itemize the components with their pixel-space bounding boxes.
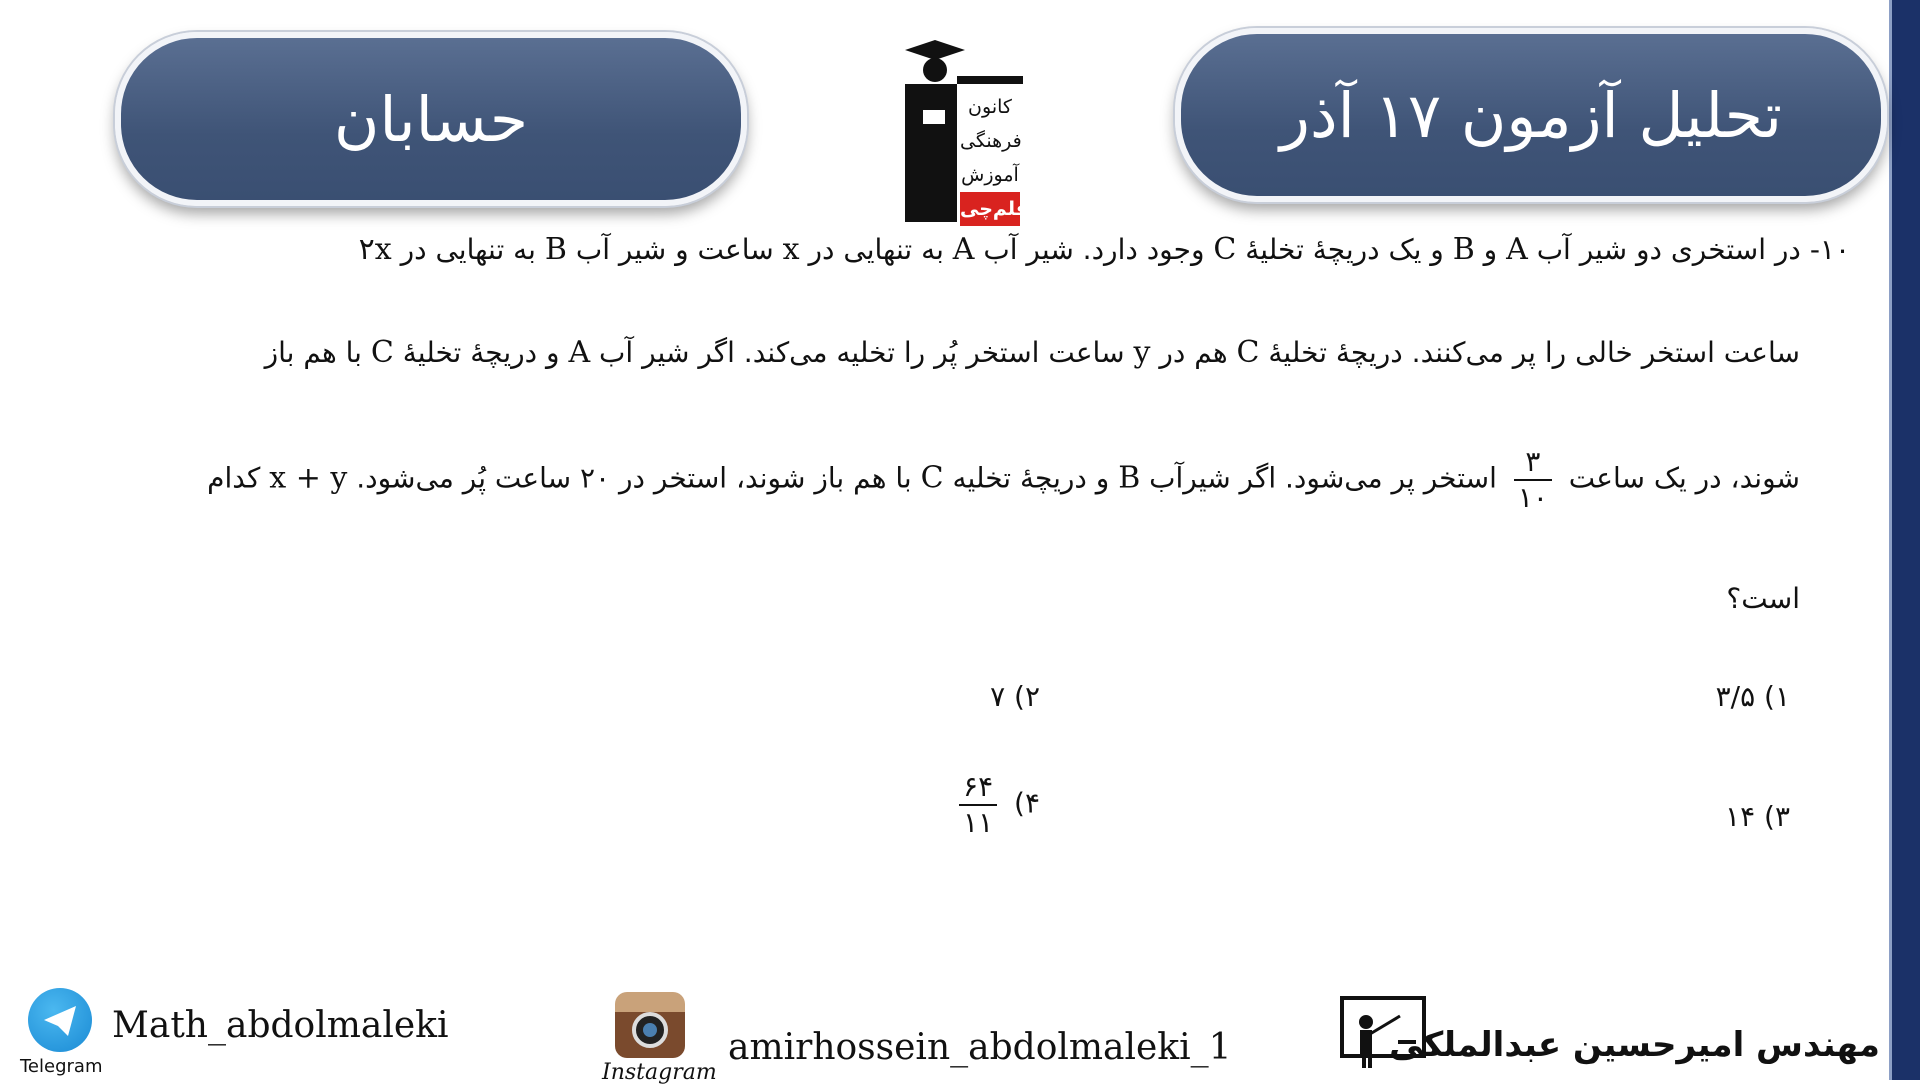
logo-line1: کانون [968,96,1012,118]
q-text: ساعت استخر پُر را تخلیه می‌کند. اگر شیر آب [599,336,1125,369]
fraction-denominator: ۱۱ [963,805,994,839]
q-text: و یک دریچهٔ تخلیهٔ [1245,233,1444,266]
q-text: به تنهایی در [808,233,944,266]
q-text: هم در [1159,336,1228,369]
teacher-name: مهندس امیرحسین عبدالملکی [1389,1025,1880,1065]
fraction-denominator: ۱۰ [1517,480,1548,514]
fraction-numerator: ۶۴ [959,770,997,806]
logo-line4: قلم‌چی [960,192,1020,226]
var-c: C [370,335,394,370]
instagram-label: Instagram [602,1060,717,1085]
question-line-3 [207,445,1800,514]
option-4[interactable] [951,770,1040,839]
option-4-fraction [959,770,997,839]
option-4-label: ۴) [1014,786,1040,820]
fraction-numerator: ۳ [1514,445,1552,481]
q-text: وجود دارد. شیر آب [983,233,1205,266]
var-a: A [952,232,975,267]
camera-lens-icon [615,992,685,1058]
instagram-handle[interactable]: amirhossein_abdolmaleki_1 [728,1027,1232,1068]
expression-x-plus-y: x + y [269,460,348,496]
q-text: در استخری دو شیر آب [1536,233,1801,266]
var-x: x [782,232,800,267]
q-text: استخر پر می‌شود. اگر شیرآب [1149,461,1497,495]
var-a: A [1506,232,1528,267]
exam-title-banner [1175,28,1887,202]
q-text: به تنهایی در [400,233,536,266]
q-text: و دریچهٔ تخلیه [952,461,1110,495]
question-line-2 [265,335,1800,370]
logo-text [960,90,1029,226]
q-text: با هم باز شوند، استخر در ۲۰ ساعت پُر می‌شود. [356,461,912,495]
option-2[interactable]: ۲) ۷ [990,680,1040,713]
q-text: کدام [207,461,261,495]
question-number: ۱۰- [1809,233,1850,266]
side-accent-bar [1889,0,1920,1080]
q-text: و دریچهٔ تخلیهٔ [402,336,560,369]
var-2x: ۲x [358,232,392,267]
paper-plane-icon [28,988,92,1052]
var-b: B [1452,232,1475,267]
instagram-icon[interactable] [615,992,685,1058]
var-a: A [568,335,591,370]
fraction-three-tenths [1514,445,1552,514]
question-line-4: است؟ [1726,582,1800,615]
telegram-label: Telegram [20,1056,103,1077]
var-c: C [1236,335,1260,370]
var-c: C [1213,232,1237,267]
exam-title: تحلیل آزمون ۱۷ آذر [1280,78,1782,152]
var-c: C [920,460,944,496]
telegram-handle[interactable]: Math_abdolmaleki [112,1005,449,1046]
q-text: شوند، در یک ساعت [1568,461,1800,495]
q-text: ساعت استخر خالی را پر می‌کنند. دریچهٔ تخلیهٔ [1268,336,1800,369]
q-text: و [1483,233,1498,266]
subject-title: حسابان [333,82,529,156]
var-b: B [544,232,567,267]
question-line-1 [359,232,1850,267]
var-b: B [1118,460,1141,496]
q-text: با هم باز [264,336,362,369]
option-3[interactable]: ۳) ۱۴ [1725,800,1790,833]
option-1[interactable]: ۱) ۳/۵ [1715,680,1790,713]
subject-title-banner [115,32,747,206]
q-text: ساعت و شیر آب [575,233,774,266]
telegram-icon[interactable] [28,988,92,1052]
logo-line2: فرهنگی [960,130,1022,152]
logo-line3: آموزش [961,164,1019,186]
var-y: y [1133,335,1151,370]
